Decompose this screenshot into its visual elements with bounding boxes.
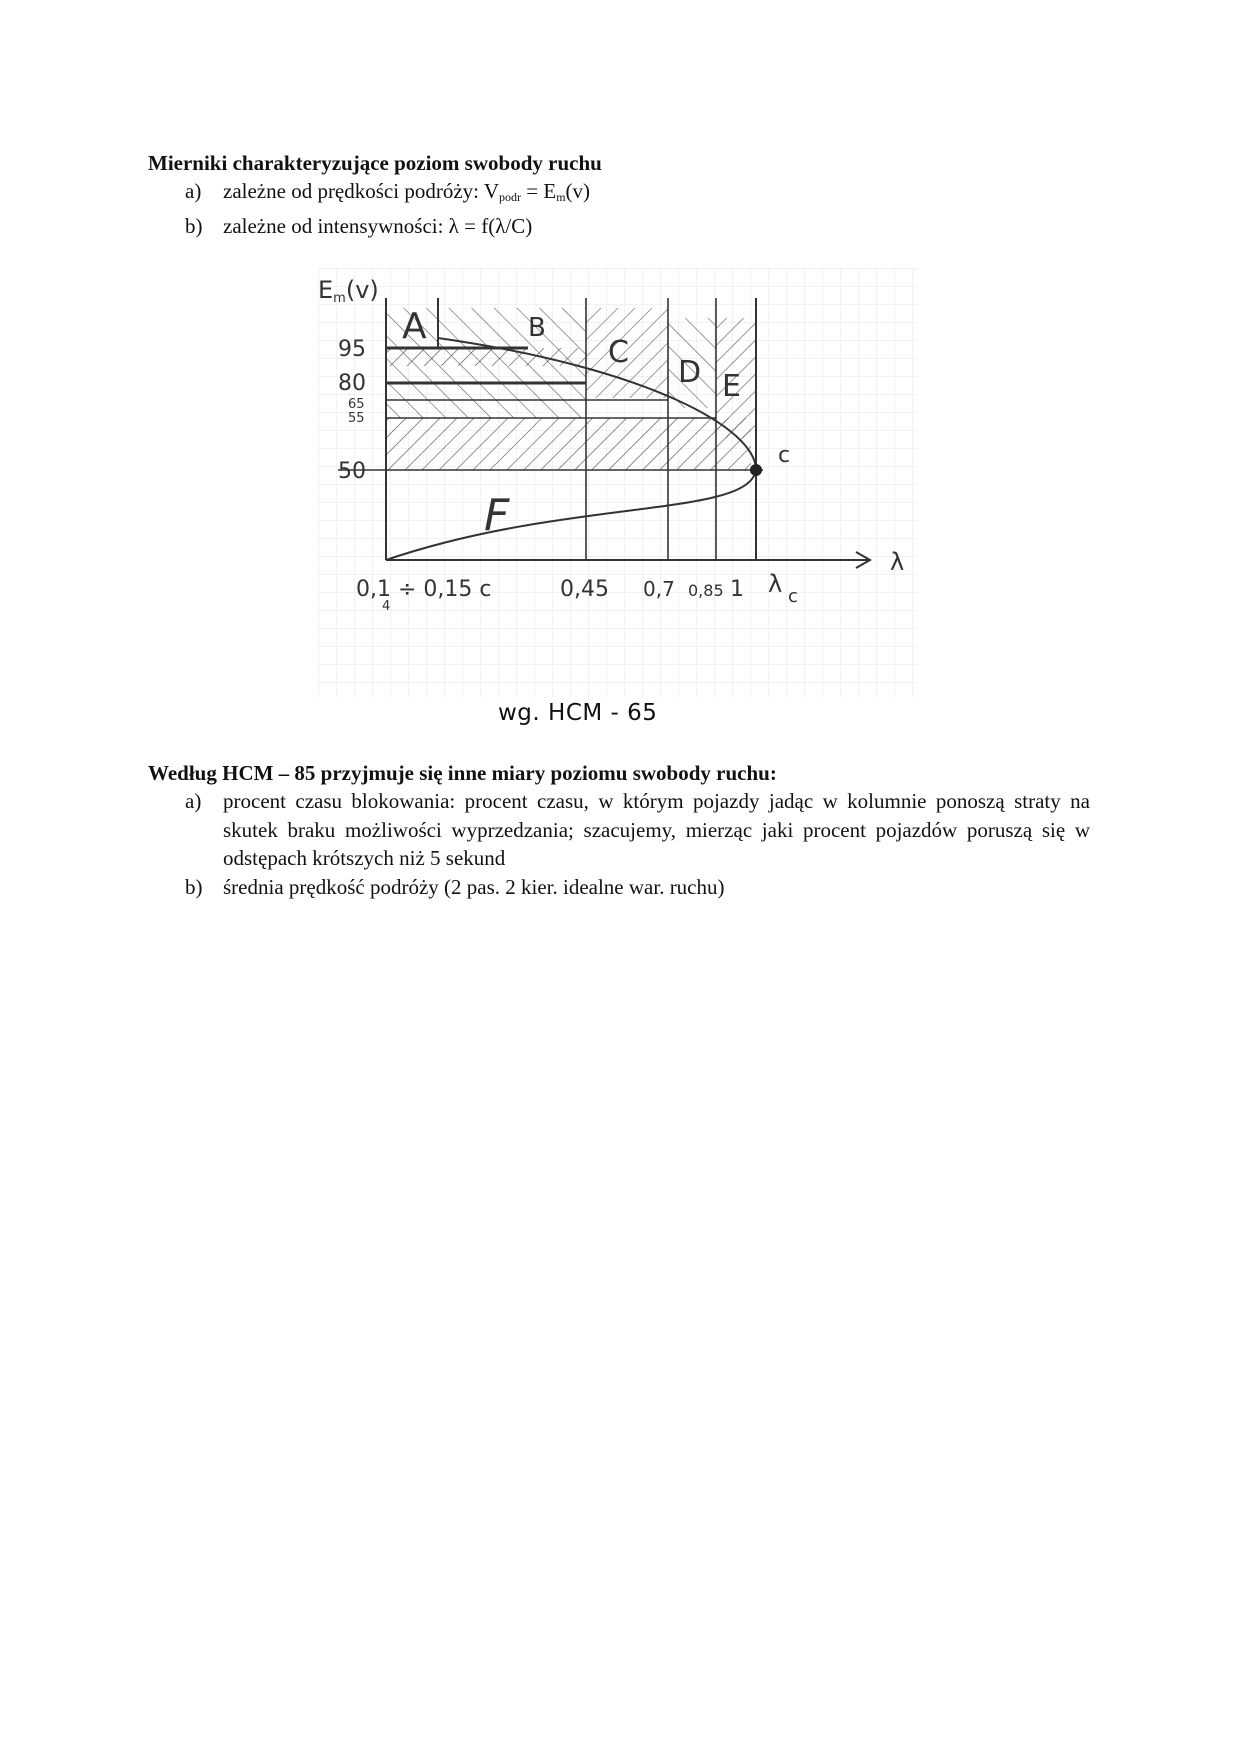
x-tick-lambda: λ — [768, 570, 783, 598]
region-label-d: D — [678, 355, 702, 390]
x-tick-085: 0,85 — [688, 581, 724, 600]
list-item-text: średnia prędkość podróży (2 pas. 2 kier. idealne war. ruchu) — [223, 874, 725, 899]
list-marker: a) — [185, 179, 202, 203]
region-label-f: F — [484, 490, 510, 541]
section-heading-hcm85: Według HCM – 85 przyjmuje się inne miary poziomu swobody ruchu: — [148, 761, 777, 785]
list-marker: b) — [185, 874, 203, 899]
region-a-hatch — [386, 348, 586, 366]
list-marker: b) — [185, 213, 203, 238]
region-label-c: C — [608, 335, 629, 370]
text-fragment: zależne od prędkości podróży: V — [223, 179, 500, 203]
region-label-b: B — [528, 313, 546, 343]
list-item — [185, 787, 1090, 873]
text-fragment: (v) — [565, 179, 591, 203]
x-tick-015c: ÷ 0,15 c — [398, 577, 492, 602]
list-item-text: procent czasu blokowania: procent czasu, w którym pojazdy jadąc w kolumnie ponoszą straty na skutek braku możliwości wyprzedzania; szacujemy, mierząc jaki procent pojazdów poruszą się w odstępach krótszych niż 5 sekund — [223, 789, 1090, 870]
capacity-point-label: c — [778, 443, 791, 468]
list-marker: a) — [185, 789, 202, 813]
y-tick-95: 95 — [338, 337, 366, 362]
region-label-e: E — [722, 369, 741, 404]
y-tick-50: 50 — [338, 459, 366, 484]
y-axis-label: Em(v) — [318, 276, 379, 306]
list-item — [185, 873, 1090, 902]
y-tick-55: 55 — [348, 411, 365, 426]
hcm85-measures-list — [185, 787, 1090, 901]
y-tick-80: 80 — [338, 371, 366, 396]
los-diagram-figure — [318, 268, 918, 698]
x-tick-07: 0,7 — [643, 577, 675, 601]
section-heading-measures: Mierniki charakteryzujące poziom swobody ruchu — [148, 151, 602, 175]
los-diagram — [318, 268, 918, 698]
y-tick-65: 65 — [348, 397, 365, 412]
list-item — [185, 212, 1095, 241]
region-f-top-hatch — [386, 418, 751, 470]
x-tick-045: 0,45 — [560, 577, 609, 602]
x-tick-01: 0,1 — [356, 577, 391, 602]
subscript: podr — [499, 190, 522, 204]
x-axis-label: λ — [890, 548, 905, 576]
list-item — [185, 177, 1095, 212]
subscript: m — [556, 190, 566, 204]
text-fragment: = E — [521, 179, 557, 203]
x-tick-c: c — [788, 586, 798, 607]
x-tick-1: 1 — [730, 577, 744, 602]
list-item-text: zależne od intensywności: λ = f(λ/C) — [223, 213, 533, 238]
figure-caption: wg. HCM - 65 — [498, 700, 658, 726]
region-label-a: A — [402, 306, 427, 347]
capacity-point — [750, 464, 762, 476]
x-tick-01-sub: 4 — [382, 599, 391, 614]
list-item-text — [223, 179, 590, 203]
measures-list — [185, 177, 1095, 240]
